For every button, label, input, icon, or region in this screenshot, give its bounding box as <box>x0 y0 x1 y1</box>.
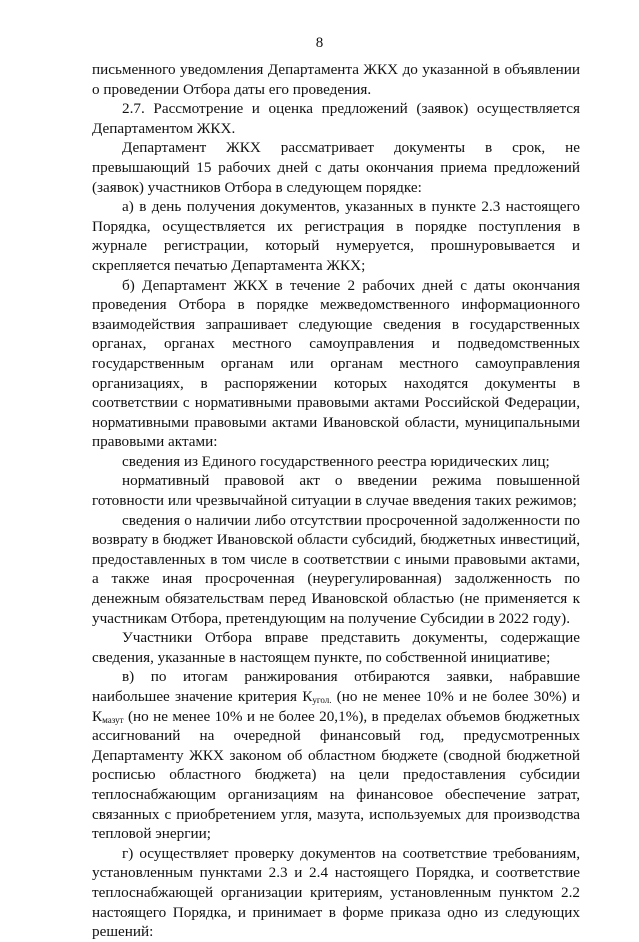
document-body <box>92 60 580 942</box>
paragraph-a: а) в день получения документов, указанных в пункте 2.3 настоящего Порядка, осуществляется их регистрация в порядке поступления в журнале регистрации, который нумеруется, прошнуровывается и скрепляется печатью Департамента ЖКХ; <box>92 198 580 274</box>
page-number: 8 <box>315 35 324 51</box>
paragraph-b: б) Департамент ЖКХ в течение 2 рабочих дней с даты окончания проведения Отбора в порядке межведомственного информационного взаимодействия запрашивает следующие сведения в государственных органах, органах местного самоуправления и подведомственных государственным органам или органам местного самоуправления организациях, в распоряжении которых находятся документы в соответствии с нормативными правовыми актами Российской Федерации, нормативными правовыми актами Ивановской области, муниципальными правовыми актами: <box>92 276 580 451</box>
paragraph-participants-right: Участники Отбора вправе представить документы, содержащие сведения, указанные в настоящем пункте, по собственной инициативе; <box>92 629 580 666</box>
paragraph-intro: письменного уведомления Департамента ЖКХ до указанной в объявлении о проведении Отбора даты его проведения. <box>92 61 580 98</box>
paragraph-v-part3: (но не менее 10% и не более 20,1%), в пределах объемов бюджетных ассигнований на очередной финансовый год, предусмотренных Департаменту ЖКХ законом об областном бюджете (сводной бюджетной росписью областного бюджета) на цели предоставления субсидии теплоснабжающим организациям на финансовое обеспечение затрат, связанных с приобретением угля, мазута, используемых для производства тепловой энергии; <box>92 707 580 843</box>
paragraph-debt-info: сведения о наличии либо отсутствии просроченной задолженности по возврату в бюджет Ивановской области субсидий, бюджетных инвестиций, предоставленных в том числе в соответствии с иными правовыми актами, а также иная просроченная (неурегулированная) задолженность по денежным обязательствам перед Ивановской областью (не применяется к участникам Отбора, претендующим на получение Субсидии в 2022 году). <box>92 511 580 627</box>
paragraph-2-7: 2.7. Рассмотрение и оценка предложений (заявок) осуществляется Департаментом ЖКХ. <box>92 100 580 137</box>
paragraph-regulatory-act: нормативный правовой акт о введении режима повышенной готовности или чрезвычайной ситуации в случае введения таких режимов; <box>92 472 580 510</box>
subscript-coal: угол. <box>312 695 332 705</box>
subscript-fuel-oil: мазут <box>102 714 124 725</box>
paragraph-v <box>92 667 580 843</box>
paragraph-egrul: сведения из Единого государственного реестра юридических лиц; <box>122 452 550 470</box>
paragraph-v-part1: в) по итогам ранжирования отбираются заявки, набравшие наибольшее значение критерия К <box>92 668 580 705</box>
paragraph-v-part2: (но не менее 10% и не более 30%) и К <box>92 688 580 725</box>
paragraph-review-term: Департамент ЖКХ рассматривает документы в срок, не превышающий 15 рабочих дней с даты окончания приема предложений (заявок) участников Отбора в следующем порядке: <box>92 139 580 196</box>
paragraph-g: г) осуществляет проверку документов на соответствие требованиям, установленным пунктами 2.3 и 2.4 настоящего Порядка, и соответствие теплоснабжающей организации критериям, установленным пунктом 2.2 настоящего Порядка, и принимает в форме приказа одно из следующих решений: <box>92 844 580 941</box>
